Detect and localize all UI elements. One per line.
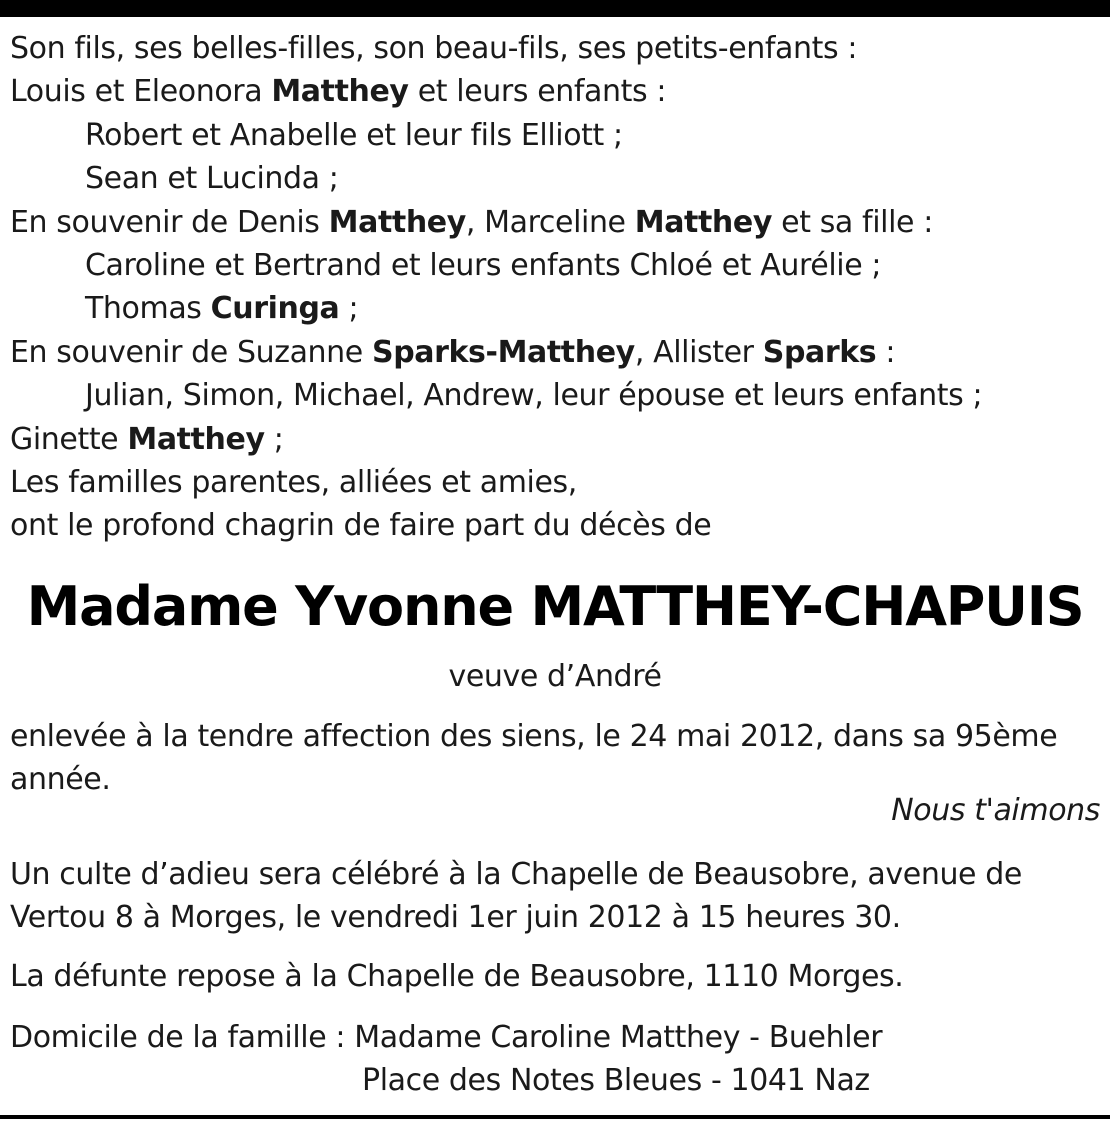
family-line-announcement: ont le profond chagrin de faire part du décès de: [10, 508, 712, 544]
top-rule: [0, 0, 1110, 17]
deceased-name: Madame Yvonne MATTHEY-CHAPUIS: [26, 575, 1084, 638]
family-line-thomas: Thomas Curinga ;: [85, 291, 359, 327]
surname: Matthey: [127, 421, 265, 457]
domicile-address: Place des Notes Bleues - 1041 Naz: [362, 1063, 870, 1098]
death-notice-line-1: enlevée à la tendre affection des siens, le 24 mai 2012, dans sa 95ème: [10, 719, 1058, 754]
ceremony-line-2: Vertou 8 à Morges, le vendredi 1er juin 2012 à 15 heures 30.: [10, 900, 901, 935]
domicile-label: Domicile de la famille :: [10, 1020, 355, 1055]
surname: Sparks: [762, 334, 877, 370]
family-list: [10, 27, 1102, 548]
family-line-julian: Julian, Simon, Michael, Andrew, leur épouse et leurs enfants ;: [85, 378, 983, 414]
surname: Curinga: [210, 291, 340, 327]
family-line-louis: Louis et Eleonora Matthey et leurs enfants :: [10, 74, 667, 110]
ceremony-line-1: Un culte d’adieu sera célébré à la Chapelle de Beausobre, avenue de: [10, 857, 1022, 892]
rest-info: [10, 955, 1102, 998]
family-line-robert: Robert et Anabelle et leur fils Elliott ;: [85, 117, 623, 153]
family-line-ginette: Ginette Matthey ;: [10, 421, 284, 457]
family-line-caroline: Caroline et Bertrand et leurs enfants Chloé et Aurélie ;: [85, 247, 882, 283]
bottom-rule: [0, 1115, 1110, 1119]
surname: Matthey: [328, 204, 466, 240]
surname: Sparks-Matthey: [371, 334, 635, 370]
rest-line: La défunte repose à la Chapelle de Beausobre, 1110 Morges.: [10, 959, 904, 994]
family-intro: Son fils, ses belles-filles, son beau-fils, ses petits-enfants :: [10, 31, 858, 66]
family-line-denis: En souvenir de Denis Matthey, Marceline Matthey et sa fille :: [10, 204, 933, 240]
widow-of: veuve d’André: [448, 659, 662, 694]
motto: Nous t'aimons: [891, 793, 1100, 828]
domicile-name: Madame Caroline Matthey - Buehler: [354, 1020, 883, 1055]
family-line-relatives: Les familles parentes, alliées et amies,: [10, 464, 577, 500]
surname: Matthey: [634, 204, 772, 240]
domicile: [10, 1016, 882, 1059]
ceremony-info: [10, 853, 1102, 939]
family-line-suzanne: En souvenir de Suzanne Sparks-Matthey, Allister Sparks :: [10, 334, 896, 370]
surname: Matthey: [271, 74, 409, 110]
death-notice-line-2: année.: [10, 762, 111, 797]
family-line-sean: Sean et Lucinda ;: [85, 161, 339, 197]
